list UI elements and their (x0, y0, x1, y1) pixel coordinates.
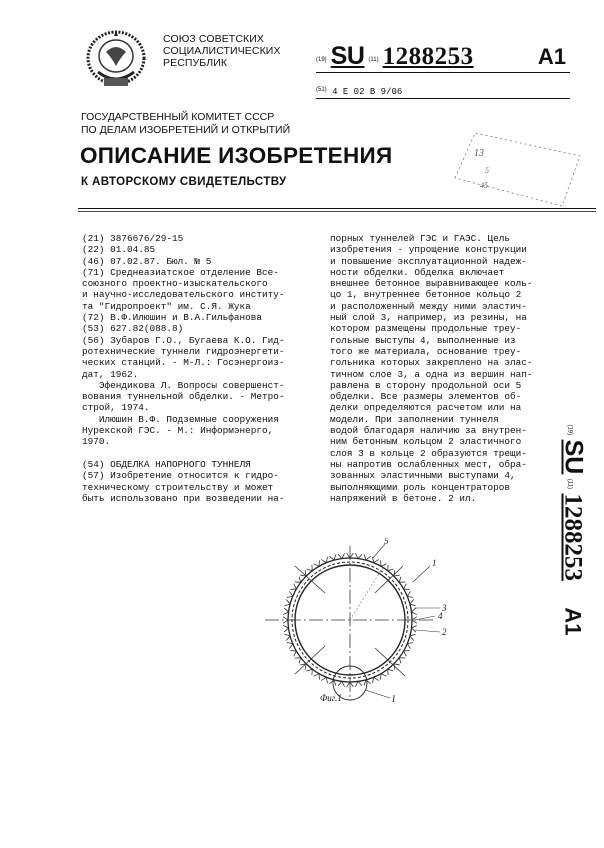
protrusion-mark (388, 565, 394, 571)
text-line: союзного проектно-изыскательского (82, 278, 268, 290)
text-line: слоя 3 в кольце 2 образуются трещи- (330, 447, 527, 459)
text-line: обделки. Все размеры элементов об- (330, 391, 522, 403)
ipc-label: (51) (316, 87, 327, 93)
side-country-code: SU (559, 439, 588, 475)
protrusion-mark (287, 591, 293, 597)
text-line: (21) 3876676/29-15 (82, 233, 184, 244)
text-line: (72) В.Ф.Илюшин и В.А.Гильфанова (82, 312, 263, 324)
text-line (82, 448, 285, 459)
bibliographic-column (82, 233, 285, 504)
text-line: ческих станций. - М-Л.: Госэнергоиз- (82, 357, 285, 369)
kind-code: A1 (537, 44, 566, 69)
protrusion-mark (307, 565, 313, 571)
state-name-line: СОЦИАЛИСТИЧЕСКИХ (163, 45, 281, 57)
protrusion-mark (399, 577, 405, 583)
protrusion-mark (290, 584, 296, 590)
text-line: (57) Изобретение относится к гидро- (82, 470, 279, 482)
protrusion-mark (287, 643, 293, 649)
text-line: строй, 1974. (82, 402, 150, 414)
text-line: быть использовано при возведении на- (82, 492, 285, 504)
text-line: вования туннельной обделки. - Метро- (82, 391, 285, 403)
leader-lines (365, 544, 440, 698)
text-line: ный слой 3, например, из резины, на (330, 312, 527, 324)
protrusion-mark (295, 577, 301, 583)
text-line: котором размещены продольные треу- (330, 323, 522, 335)
text-line: гольные выступы 4, выполненные из (330, 334, 516, 346)
text-line: и расположенный между ними эластич- (330, 300, 527, 312)
country-code-label: (19) (316, 57, 327, 63)
text-line: и научно-исследовательского институ- (82, 289, 285, 301)
protrusion-mark (399, 658, 405, 664)
protrusion-mark (407, 591, 413, 597)
text-line: зованных эластичными выступами 4, (330, 470, 516, 482)
text-line: внешнее бетонное выравнивающее коль- (330, 278, 533, 290)
protrusion-mark (321, 677, 327, 683)
patent-id-block (316, 42, 570, 73)
protrusion-mark (314, 674, 320, 680)
ipc-value: 4 E 02 B 9/06 (332, 87, 403, 97)
text-line: (46) 07.02.87. Бюл. № 5 (82, 255, 212, 267)
protrusion-mark (388, 669, 394, 675)
text-line: делки определяются расчетом или на (330, 402, 522, 414)
figure-label: 2 (442, 627, 447, 637)
country-code: SU (330, 42, 365, 70)
document-subtitle: К АВТОРСКОМУ СВИДЕТЕЛЬСТВУ (81, 176, 287, 188)
committee-name (81, 111, 290, 136)
text-line: (53) 627.82(088.8) (82, 323, 184, 335)
text-line: напряжений в бетоне. 2 ил. (330, 492, 477, 504)
header-rule-thin (78, 211, 596, 212)
protrusion-mark (381, 560, 387, 566)
figure-label: 1 (432, 558, 437, 568)
text-line: (22) 01.04.85 (82, 244, 156, 256)
number-label: (11) (368, 57, 379, 63)
text-line: ротехнические туннели гидроэнергети- (82, 345, 285, 357)
figure-label: 5 (384, 538, 389, 546)
text-line: (54) ОБДЕЛКА НАПОРНОГО ТУННЕЛЯ (82, 458, 251, 470)
text-line: Эфендикова Л. Вопросы совершенст- (82, 379, 285, 391)
text-line: порных туннелей ГЭС и ГАЭС. Цель (330, 233, 511, 244)
text-line: ним бетонным кольцом 2 эластичного (330, 436, 522, 448)
text-line: 1970. (82, 436, 111, 448)
patent-number: 1288253 (382, 43, 474, 70)
text-line: равлена в сторону продольной оси 5 (330, 379, 522, 391)
protrusion-mark (407, 643, 413, 649)
protrusion-mark (404, 651, 410, 657)
state-name-line: СОЮЗ СОВЕТСКИХ (163, 33, 264, 45)
state-name-line: РЕСПУБЛИК (163, 57, 228, 69)
text-line: изобретения - упрощение конструкции (330, 244, 527, 256)
figure-label: 4 (438, 611, 443, 621)
text-line: того же материала, основание треу- (330, 345, 522, 357)
protrusion-mark (314, 560, 320, 566)
text-line: ны напротив ослабленных мест, обра- (330, 458, 527, 470)
text-line: техническому строительству и может (82, 481, 274, 493)
protrusion-mark (307, 669, 313, 675)
text-line: Илюшин В.Ф. Подземные сооружения (82, 413, 279, 425)
text-line: тичном слое 3, а одна из вершин нап- (330, 368, 533, 380)
text-line: Нурекской ГЭС. - М.: Информэнерго, (82, 425, 274, 437)
text-line: выполняющими роль концентраторов (330, 481, 511, 493)
stamp-mark: 13 (474, 148, 484, 159)
side-kind-code: A1 (560, 607, 586, 636)
library-stamp (440, 128, 590, 208)
text-line: ности обделки. Обделка включает (330, 266, 505, 278)
text-line: и повышение эксплуатационной надеж- (330, 255, 527, 267)
protrusion-mark (404, 584, 410, 590)
state-name (163, 33, 281, 69)
side-patent-number: 1288253 (559, 493, 587, 581)
tunnel-lining-figure (255, 538, 455, 718)
figure-label: 3 (442, 603, 447, 613)
stamp-mark: 5 (485, 166, 489, 175)
text-line: цо 1, внутреннее бетонное кольцо 2 (330, 289, 522, 301)
text-line: (71) Среднеазиатское отделение Все- (82, 266, 279, 278)
side-patent-id (548, 380, 598, 680)
document-title: ОПИСАНИЕ ИЗОБРЕТЕНИЯ (80, 143, 393, 168)
protrusion-mark (381, 674, 387, 680)
text-line: водой благодаря наличию за внутрен- (330, 425, 527, 437)
header-rule (78, 208, 596, 209)
ipc-classification (316, 87, 570, 99)
side-country-label: (19) (566, 424, 573, 436)
figure-caption: Фиг.1 (320, 693, 342, 703)
committee-line: ПО ДЕЛАМ ИЗОБРЕТЕНИЙ И ОТКРЫТИЙ (81, 123, 291, 136)
protrusion-mark (321, 557, 327, 563)
text-line: гольника которых закреплено на элас- (330, 357, 533, 369)
text-line: (56) Зубаров Г.О., Бугаева К.О. Гид- (82, 334, 285, 346)
text-line: дат, 1962. (82, 368, 139, 380)
protrusion-mark (290, 651, 296, 657)
ussr-emblem-icon (80, 28, 152, 90)
side-number-label: (11) (566, 478, 573, 490)
text-line: та "Гидропроект" им. С.Я. Жука (82, 300, 251, 312)
protrusion-mark (373, 677, 379, 683)
protrusion-mark (295, 658, 301, 664)
stamp-mark: 45 (480, 181, 488, 190)
protrusion-mark (394, 570, 400, 576)
text-line: модели. При заполнении туннеля (330, 413, 499, 425)
committee-line: ГОСУДАРСТВЕННЫЙ КОМИТЕТ СССР (81, 111, 275, 123)
figure-label: I (392, 694, 395, 704)
abstract-column (330, 233, 533, 504)
